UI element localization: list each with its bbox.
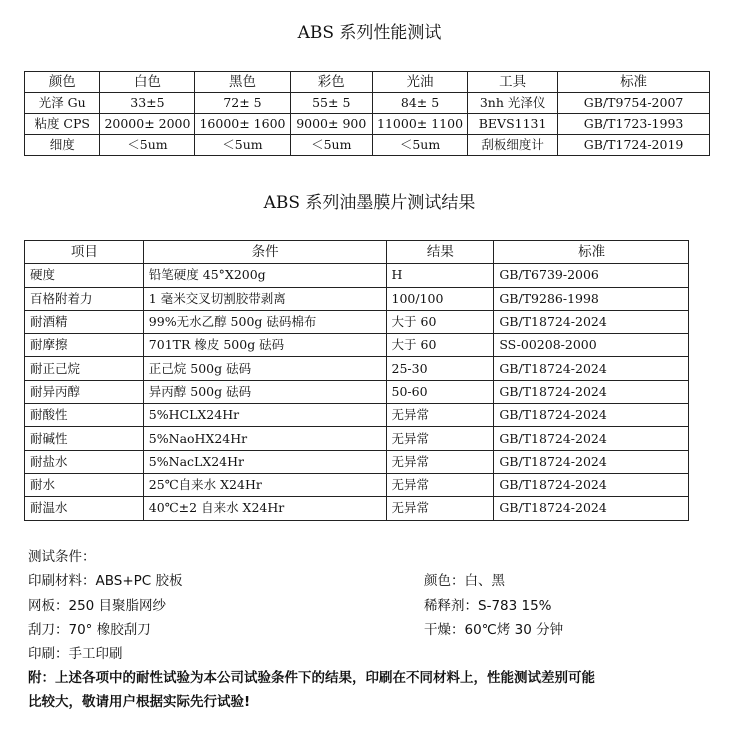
table-cell: 11000± 1100	[373, 114, 468, 135]
table-row	[25, 93, 710, 114]
table-cell: ＜5um	[100, 135, 195, 156]
table-cell: 耐水	[25, 473, 144, 496]
column-header: 工具	[468, 72, 558, 93]
header-row	[25, 241, 689, 264]
table-cell: GB/T9754-2007	[558, 93, 710, 114]
table-cell: 无异常	[386, 427, 494, 450]
drying-note: 干燥：60℃烤 30 分钟	[424, 622, 564, 638]
table-cell: GB/T18724-2024	[494, 473, 689, 496]
header-row	[25, 72, 710, 93]
table-cell: 大于 60	[386, 334, 494, 357]
table-cell: ＜5um	[290, 135, 373, 156]
column-header: 项目	[25, 241, 144, 264]
table-cell: 无异常	[386, 497, 494, 520]
printing-method-note: 印刷：手工印刷	[28, 646, 123, 662]
print-material-note: 印刷材料：ABS+PC 胶板	[28, 573, 183, 589]
table-cell: 84± 5	[373, 93, 468, 114]
table-row	[25, 264, 689, 287]
table-cell: 刮板细度计	[468, 135, 558, 156]
table-cell: 粘度 CPS	[25, 114, 100, 135]
table-cell: 16000± 1600	[195, 114, 290, 135]
table-cell: 无异常	[386, 450, 494, 473]
test-conditions-label: 测试条件：	[28, 549, 96, 565]
table-cell: 72± 5	[195, 93, 290, 114]
table-cell: 铅笔硬度 45°X200g	[143, 264, 386, 287]
performance-table	[24, 71, 710, 156]
table-cell: ＜5um	[373, 135, 468, 156]
column-header: 黑色	[195, 72, 290, 93]
table-cell: 5%NaoHX24Hr	[143, 427, 386, 450]
table-cell: 100/100	[386, 287, 494, 310]
table-cell: 无异常	[386, 473, 494, 496]
table-row	[25, 334, 689, 357]
table-cell: GB/T1723-1993	[558, 114, 710, 135]
column-header: 光油	[373, 72, 468, 93]
remark-line-2: 比较大，敬请用户根据实际先行试验!	[28, 694, 251, 710]
remark-line-1: 附：上述各项中的耐性试验为本公司试验条件下的结果，印刷在不同材料上，性能测试差别可能	[28, 670, 595, 686]
table-cell: 40℃±2 自来水 X24Hr	[143, 497, 386, 520]
table-cell: 异丙醇 500g 砝码	[143, 380, 386, 403]
table-cell: 99%无水乙醇 500g 砝码棉布	[143, 310, 386, 333]
table-cell: 耐酒精	[25, 310, 144, 333]
table-cell: 5%NacLX24Hr	[143, 450, 386, 473]
table-row	[25, 473, 689, 496]
column-header: 标准	[558, 72, 710, 93]
table-cell: BEVS1131	[468, 114, 558, 135]
color-note: 颜色：白、黑	[424, 573, 505, 589]
table-cell: 百格附着力	[25, 287, 144, 310]
column-header: 彩色	[290, 72, 373, 93]
table-cell: 耐酸性	[25, 404, 144, 427]
table-cell: 20000± 2000	[100, 114, 195, 135]
squeegee-note: 刮刀：70° 橡胶刮刀	[28, 622, 151, 638]
table-cell: 耐盐水	[25, 450, 144, 473]
table-row	[25, 450, 689, 473]
table-cell: GB/T18724-2024	[494, 380, 689, 403]
table-cell: 无异常	[386, 404, 494, 427]
table-cell: 701TR 橡皮 500g 砝码	[143, 334, 386, 357]
table-cell: GB/T18724-2024	[494, 427, 689, 450]
column-header: 标准	[494, 241, 689, 264]
table-cell: GB/T6739-2006	[494, 264, 689, 287]
table-row	[25, 357, 689, 380]
table-cell: 耐碱性	[25, 427, 144, 450]
table-cell: 耐正己烷	[25, 357, 144, 380]
film-test-results-table	[24, 240, 689, 521]
table-cell: 耐摩擦	[25, 334, 144, 357]
table-cell: SS-00208-2000	[494, 334, 689, 357]
column-header: 条件	[143, 241, 386, 264]
table-cell: H	[386, 264, 494, 287]
table-cell: ＜5um	[195, 135, 290, 156]
screen-mesh-note: 网板：250 目聚脂网纱	[28, 598, 167, 614]
table-cell: GB/T18724-2024	[494, 404, 689, 427]
table-cell: 25-30	[386, 357, 494, 380]
table-cell: GB/T1724-2019	[558, 135, 710, 156]
performance-test-title: ABS 系列性能测试	[297, 23, 442, 43]
thinner-note: 稀释剂：S-783 15%	[424, 598, 552, 614]
column-header: 白色	[100, 72, 195, 93]
table-cell: 55± 5	[290, 93, 373, 114]
table-cell: 正己烷 500g 砝码	[143, 357, 386, 380]
film-test-results-title: ABS 系列油墨膜片测试结果	[263, 193, 476, 213]
table-cell: 耐温水	[25, 497, 144, 520]
table-cell: 5%HCLX24Hr	[143, 404, 386, 427]
table-cell: GB/T18724-2024	[494, 450, 689, 473]
table-cell: GB/T18724-2024	[494, 310, 689, 333]
column-header: 结果	[386, 241, 494, 264]
table-cell: 耐异丙醇	[25, 380, 144, 403]
table-row	[25, 497, 689, 520]
table-cell: 硬度	[25, 264, 144, 287]
table-row	[25, 310, 689, 333]
table-cell: 光泽 Gu	[25, 93, 100, 114]
table-cell: 细度	[25, 135, 100, 156]
table-cell: GB/T9286-1998	[494, 287, 689, 310]
table-row	[25, 427, 689, 450]
table-cell: GB/T18724-2024	[494, 357, 689, 380]
table-cell: 50-60	[386, 380, 494, 403]
table-cell: 9000± 900	[290, 114, 373, 135]
table-row	[25, 287, 689, 310]
table-row	[25, 135, 710, 156]
table-cell: 1 毫米交叉切割胶带剥离	[143, 287, 386, 310]
table-row	[25, 114, 710, 135]
column-header: 颜色	[25, 72, 100, 93]
table-cell: 大于 60	[386, 310, 494, 333]
table-row	[25, 404, 689, 427]
table-row	[25, 380, 689, 403]
table-cell: 25℃自来水 X24Hr	[143, 473, 386, 496]
table-cell: GB/T18724-2024	[494, 497, 689, 520]
table-cell: 3nh 光泽仪	[468, 93, 558, 114]
table-cell: 33±5	[100, 93, 195, 114]
